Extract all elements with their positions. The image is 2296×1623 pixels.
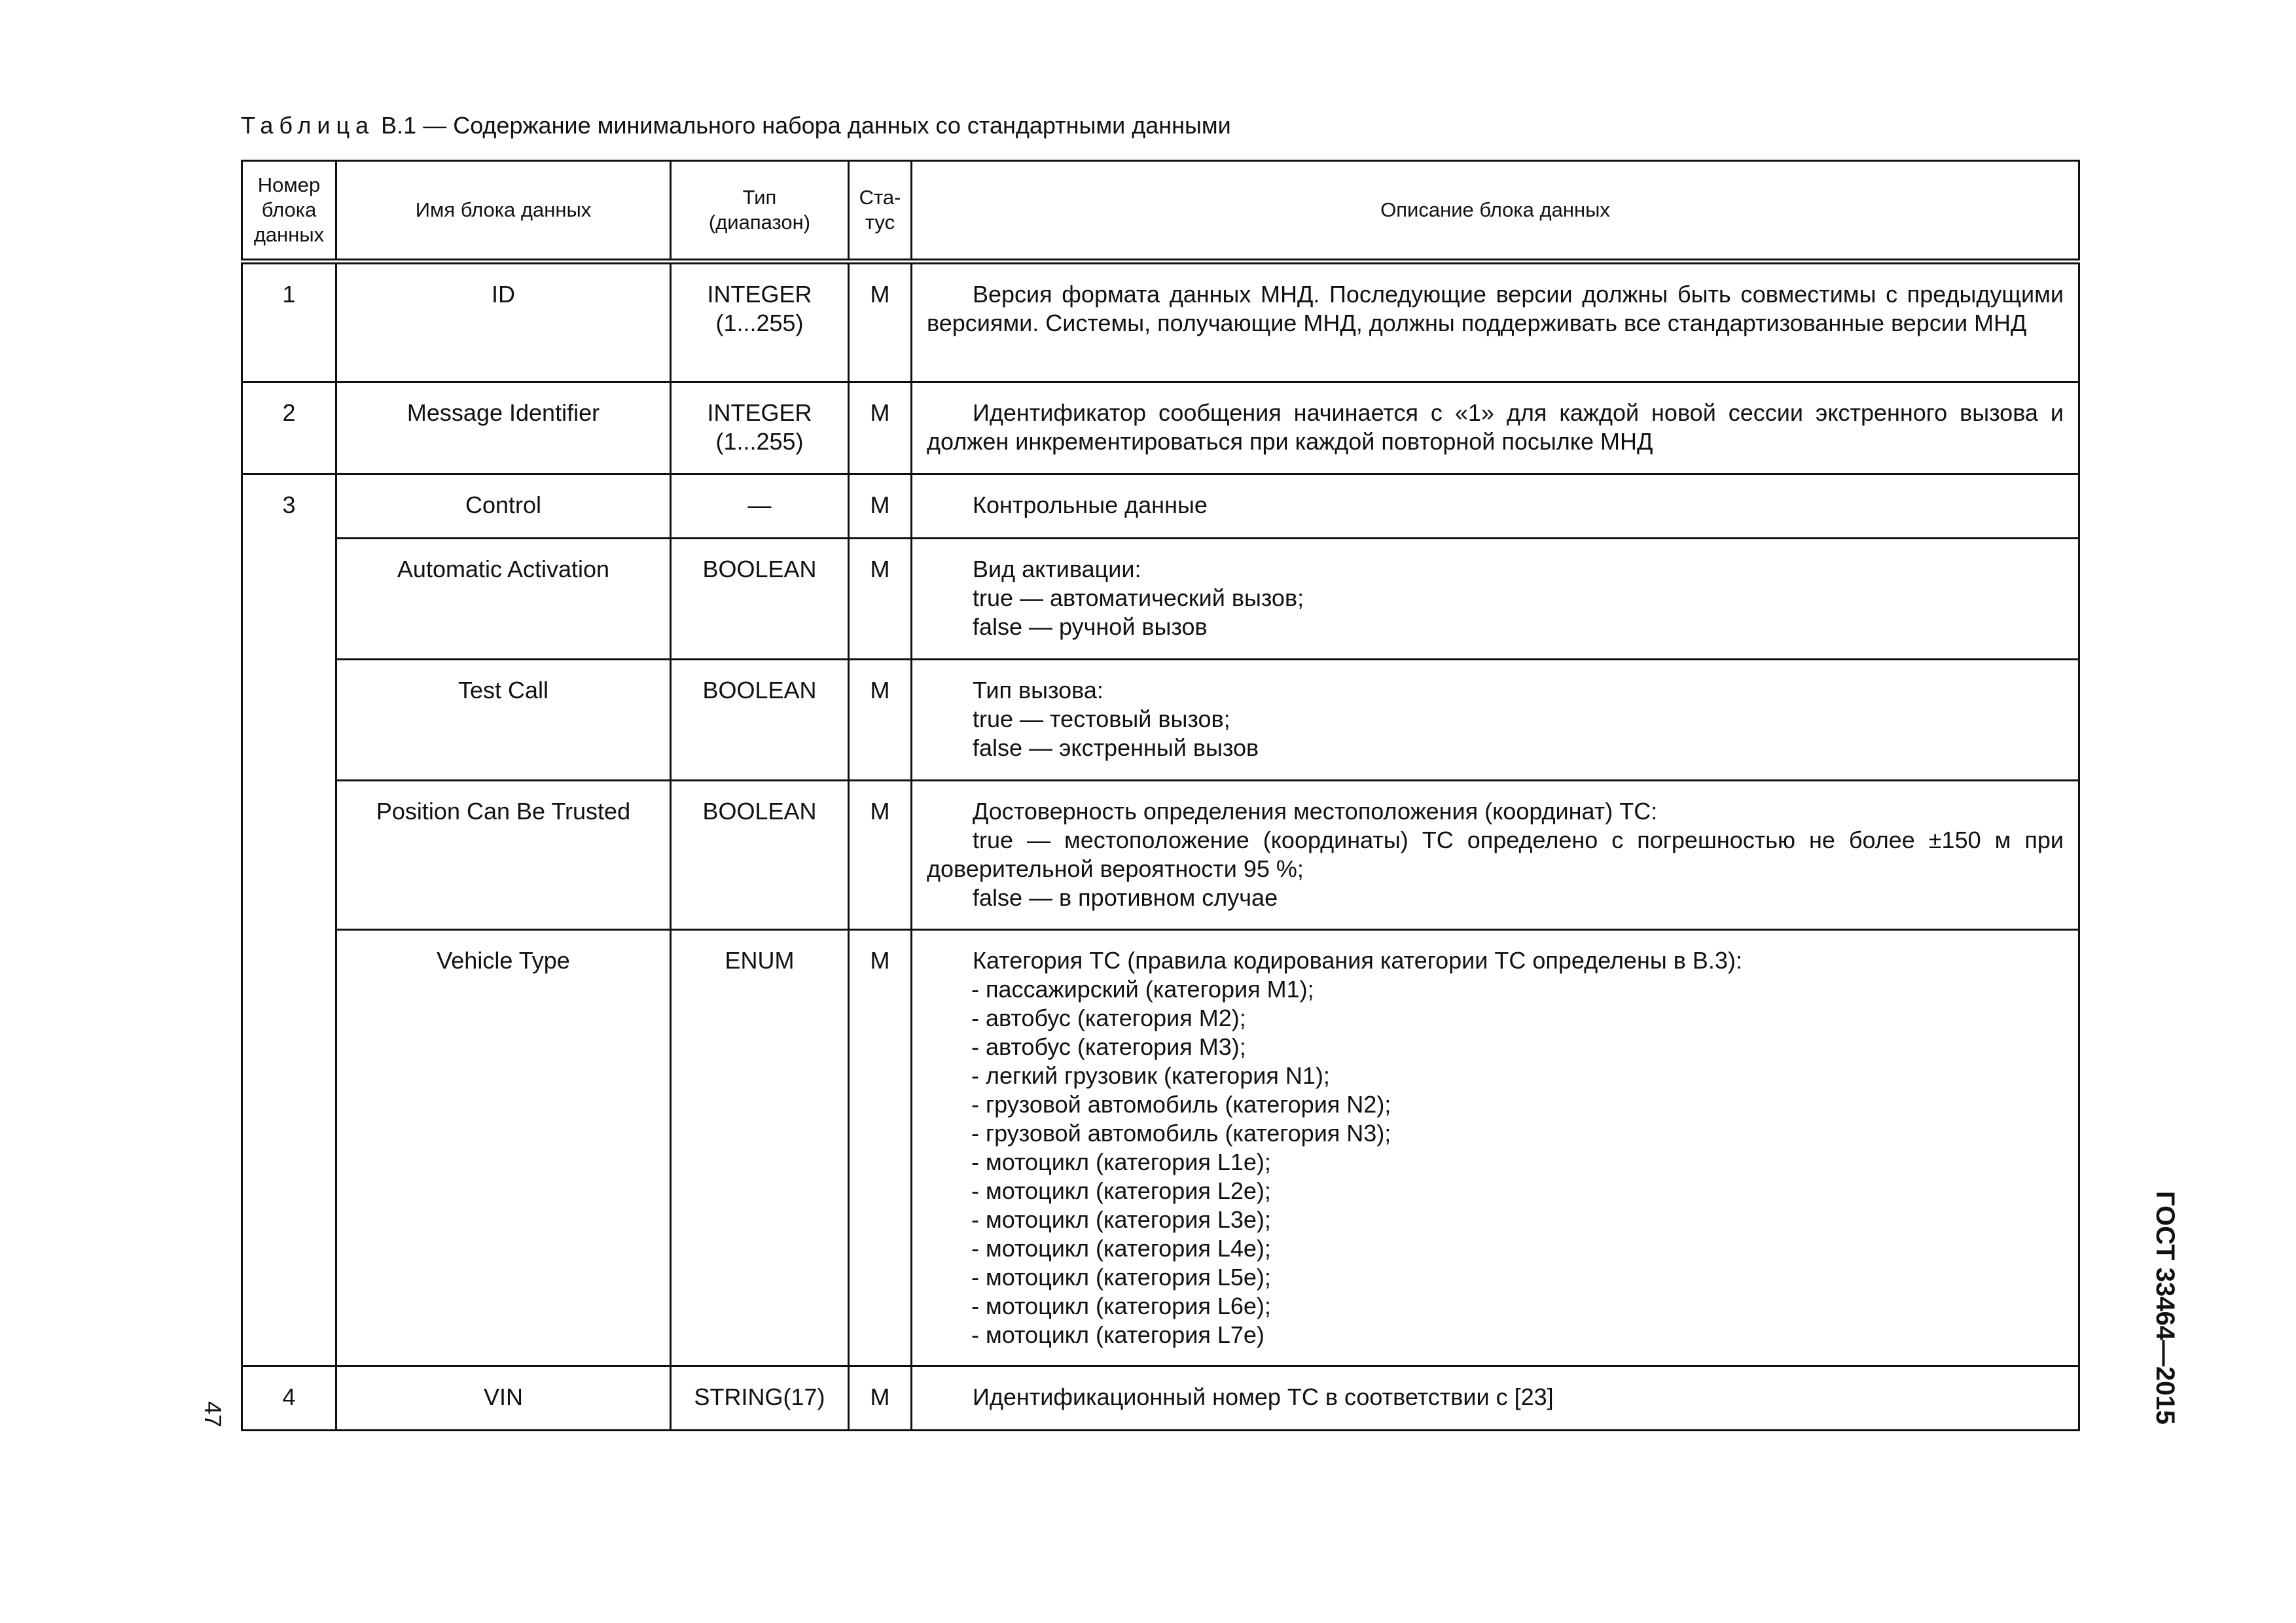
header-status: Ста- тус <box>849 161 912 262</box>
table-caption-label: Таблица <box>241 112 375 139</box>
row-name: Message Identifier <box>336 382 671 474</box>
row-status: M <box>849 1366 912 1431</box>
row-desc: Тип вызова: true — тестовый вызов; false — экстренный вызов <box>912 660 2079 781</box>
table-row <box>242 930 2079 1366</box>
row-num: 1 <box>242 262 336 382</box>
row-desc: Вид активации: true — автоматический вызов; false — ручной вызов <box>912 539 2079 660</box>
table-row <box>242 262 2079 382</box>
row-type: INTEGER (1...255) <box>671 262 849 382</box>
row-name: Control <box>336 474 671 539</box>
list-item: - мотоцикл (категория L6e); <box>971 1293 1271 1319</box>
row-desc: Идентификационный номер ТС в соответствии с [23] <box>912 1366 2079 1431</box>
row-num: 4 <box>242 1366 336 1431</box>
header-name: Имя блока данных <box>336 161 671 262</box>
row-name: ID <box>336 262 671 382</box>
header-row <box>242 161 2079 262</box>
row-type: STRING(17) <box>671 1366 849 1431</box>
header-type: Тип (диапазон) <box>671 161 849 262</box>
table-caption-text: В.1 — Содержание минимального набора данных со стандартными данными <box>374 112 1231 139</box>
table-row <box>242 539 2079 660</box>
row-status: M <box>849 781 912 930</box>
row-status: M <box>849 930 912 1366</box>
row-name: Position Can Be Trusted <box>336 781 671 930</box>
row-type: — <box>671 474 849 539</box>
row-desc: Идентификатор сообщения начинается с «1» для каждой новой сессии экстренного вызова и должен инкрементироваться при каждой повторной посылке МНД <box>912 382 2079 474</box>
table-row <box>242 474 2079 539</box>
list-item: - мотоцикл (категория L1e); <box>971 1149 1271 1175</box>
row-type: BOOLEAN <box>671 660 849 781</box>
row-type: INTEGER (1...255) <box>671 382 849 474</box>
data-table <box>241 160 2080 1431</box>
row-status: M <box>849 660 912 781</box>
table-row <box>242 660 2079 781</box>
table-row <box>242 781 2079 930</box>
row-num: 2 <box>242 382 336 474</box>
row-status: M <box>849 262 912 382</box>
row-status: M <box>849 382 912 474</box>
header-num: Номер блока данных <box>242 161 336 262</box>
row-status: M <box>849 539 912 660</box>
list-item: - мотоцикл (категория L3e); <box>971 1206 1271 1233</box>
page-number: 47 <box>200 1400 227 1428</box>
list-item: - автобус (категория М3); <box>971 1033 1246 1060</box>
list-item: - мотоцикл (категория L7e) <box>971 1321 1265 1348</box>
row-status: M <box>849 474 912 539</box>
list-item: - легкий грузовик (категория N1); <box>971 1062 1330 1089</box>
row-desc: Контрольные данные <box>912 474 2079 539</box>
list-item: - грузовой автомобиль (категория N2); <box>971 1091 1391 1118</box>
row-type: ENUM <box>671 930 849 1366</box>
row-type: BOOLEAN <box>671 781 849 930</box>
row-desc: Категория ТС (правила кодирования категории ТС определены в В.3): - пассажирский (категория М1); - автобус (категория М2); - автобус (категория М3); - легкий грузовик (категория N1); - грузовой автомобиль (категория N2); - грузовой автомобиль (категория N3); - мотоцикл (категория L1e); - мотоцикл (категория L2e); - мотоцикл (категория L3e); - мотоцикл (категория L4e); - мотоцикл (категория L5e); - мотоцикл (категория L6e); - мотоцикл (категория L7e) <box>912 930 2079 1366</box>
row-name: VIN <box>336 1366 671 1431</box>
list-item: - мотоцикл (категория L4e); <box>971 1235 1271 1262</box>
row-name: Test Call <box>336 660 671 781</box>
row-name: Vehicle Type <box>336 930 671 1366</box>
list-item: - пассажирский (категория М1); <box>971 976 1314 1003</box>
row-desc: Достоверность определения местоположения (координат) ТС: true — местоположение (координаты) ТС определено с погрешностью не более ±150 м при доверительной вероятности 95 %; false — в противном случае <box>912 781 2079 930</box>
list-item: - автобус (категория М2); <box>971 1005 1246 1031</box>
list-item: - грузовой автомобиль (категория N3); <box>971 1120 1391 1147</box>
header-desc: Описание блока данных <box>912 161 2079 262</box>
row-desc: Версия формата данных МНД. Последующие версии должны быть совместимы с предыдущими версиями. Системы, получающие МНД, должны поддерживать все стандартизованные версии МНД <box>912 262 2079 382</box>
row-num: 3 <box>242 474 336 1366</box>
table-row <box>242 382 2079 474</box>
table-row <box>242 1366 2079 1431</box>
document-code: ГОСТ 33464—2015 <box>2151 1191 2179 1425</box>
row-name: Automatic Activation <box>336 539 671 660</box>
list-item: - мотоцикл (категория L2e); <box>971 1177 1271 1204</box>
table-caption <box>241 110 1231 141</box>
row-type: BOOLEAN <box>671 539 849 660</box>
list-item: - мотоцикл (категория L5e); <box>971 1264 1271 1291</box>
